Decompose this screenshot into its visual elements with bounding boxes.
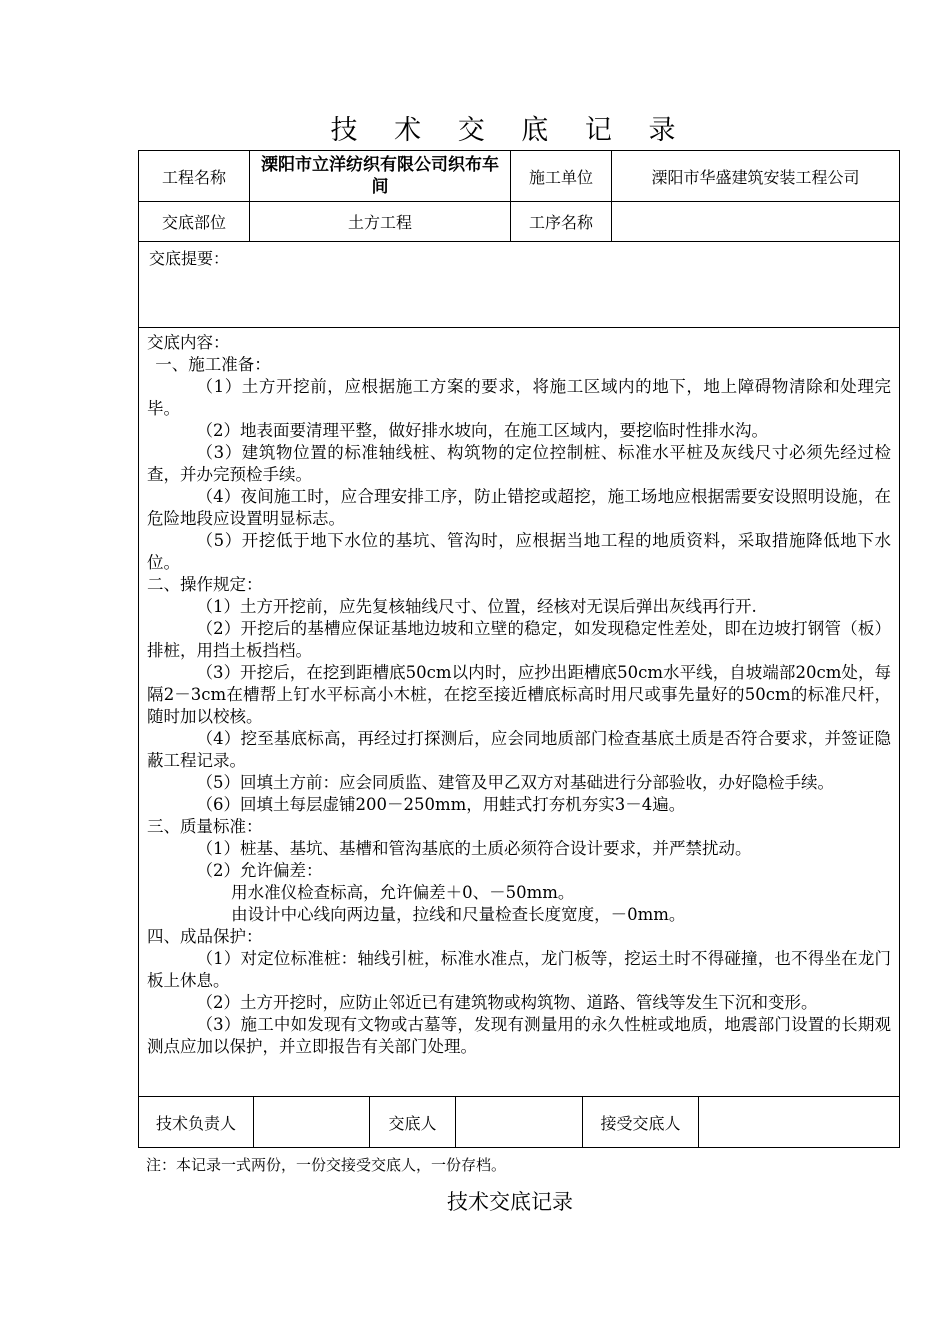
content-paragraph: 一、施工准备： — [155, 355, 271, 374]
content-paragraph: （6）回填土每层虚铺200－250mm，用蛙式打夯机夯实3－4遍。 — [196, 795, 686, 814]
process-value — [611, 201, 900, 242]
project-name-label: 工程名称 — [138, 150, 250, 202]
summary-label: 交底提要： — [149, 249, 230, 268]
content-paragraph: 四、成品保护： — [147, 927, 263, 946]
content-paragraph: （1）对定位标准桩：轴线引桩，标准水准点，龙门板等，挖运土时不得碰撞，也不得坐在龙门板上休息。 — [147, 949, 891, 990]
content-paragraph: （3）施工中如发现有文物或古墓等，发现有测量用的永久性桩或地质，地震部门设置的长期观测点应加以保护，并立即报告有关部门处理。 — [147, 1015, 891, 1056]
content-paragraph: （2）允许偏差： — [196, 861, 323, 880]
content-paragraph: （2）开挖后的基槽应保证基地边坡和立壁的稳定，如发现稳定性差处，即在边坡打钢管（板）排桩，用挡土板挡档。 — [147, 619, 891, 660]
content-paragraph: （5）回填土方前：应会同质监、建管及甲乙双方对基础进行分部验收，办好隐检手续。 — [196, 773, 834, 792]
content-paragraph: 三、质量标准： — [147, 817, 263, 836]
content-paragraph: （5）开挖低于地下水位的基坑、管沟时，应根据当地工程的地质资料，采取措施降低地下水位。 — [147, 531, 891, 572]
tech-lead-value — [253, 1096, 370, 1148]
next-page-title: 技术交底记录 — [447, 1190, 573, 1214]
content-body — [147, 354, 891, 1058]
content-paragraph: 用水准仪检查标高，允许偏差＋0、－50mm。 — [231, 883, 575, 902]
part-label: 交底部位 — [138, 201, 250, 242]
contractor-value: 溧阳市华盛建筑安装工程公司 — [611, 150, 900, 202]
presenter-label: 交底人 — [369, 1096, 456, 1148]
project-name-value: 溧阳市立洋纺织有限公司织布车间 — [249, 150, 511, 202]
document-title: 技 术 交 底 记 录 — [330, 115, 690, 146]
content-section — [138, 327, 900, 1097]
presenter-value — [455, 1096, 583, 1148]
content-paragraph: （1）土方开挖前，应根据施工方案的要求，将施工区域内的地下，地上障碍物清除和处理完毕。 — [147, 377, 891, 418]
content-paragraph: （2）地表面要清理平整，做好排水坡向，在施工区域内，要挖临时性排水沟。 — [196, 421, 768, 440]
receiver-label: 接受交底人 — [582, 1096, 699, 1148]
content-paragraph: （3）建筑物位置的标准轴线桩、构筑物的定位控制桩、标准水平桩及灰线尺寸必须先经过检查，并办完预检手续。 — [147, 443, 891, 484]
footnote: 注：本记录一式两份，一份交接受交底人，一份存档。 — [146, 1156, 507, 1174]
summary-section — [138, 241, 900, 328]
tech-lead-label: 技术负责人 — [138, 1096, 254, 1148]
content-paragraph: （1）土方开挖前，应先复核轴线尺寸、位置，经核对无误后弹出灰线再行开. — [196, 597, 757, 616]
content-paragraph: 二、操作规定： — [147, 575, 263, 594]
content-paragraph: （3）开挖后，在挖到距槽底50cm以内时，应抄出距槽底50cm水平线，自坡端部20cm处，每隔2－3cm在槽帮上钉水平标高小木桩，在挖至接近槽底标高时用尺或事先量好的50cm的标准尺杆，随时加以校核。 — [147, 663, 891, 726]
content-paragraph: 由设计中心线向两边量，拉线和尺量检查长度宽度，－0mm。 — [231, 905, 686, 924]
content-paragraph: （4）挖至基底标高，再经过打探测后，应会同地质部门检查基底土质是否符合要求，并签证隐蔽工程记录。 — [147, 729, 891, 770]
content-label: 交底内容： — [147, 333, 230, 352]
part-value: 土方工程 — [249, 201, 511, 242]
content-paragraph: （1）桩基、基坑、基槽和管沟基底的土质必须符合设计要求，并严禁扰动。 — [196, 839, 752, 858]
content-paragraph: （4）夜间施工时，应合理安排工序，防止错挖或超挖，施工场地应根据需要安设照明设施，在危险地段应设置明显标志。 — [147, 487, 891, 528]
content-paragraph: （2）土方开挖时，应防止邻近已有建筑物或构筑物、道路、管线等发生下沉和变形。 — [196, 993, 818, 1012]
receiver-value — [698, 1096, 900, 1148]
contractor-label: 施工单位 — [510, 150, 612, 202]
process-label: 工序名称 — [510, 201, 612, 242]
